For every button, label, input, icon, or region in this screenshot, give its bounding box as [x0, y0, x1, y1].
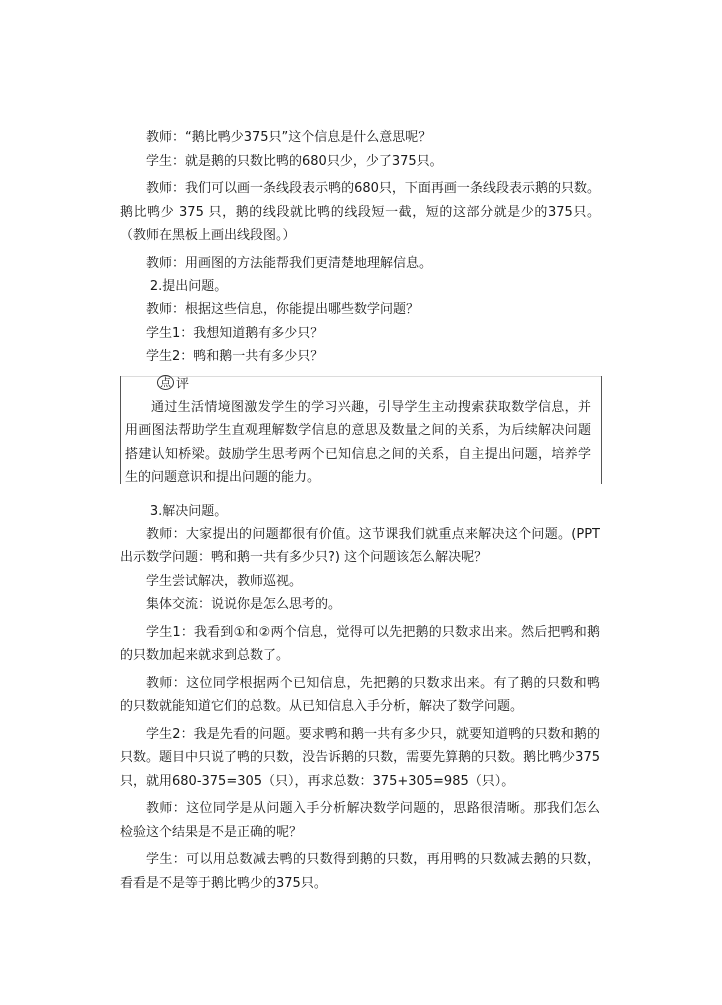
paragraph: 学生2：我是先看的问题。要求鸭和鹅一共有多少只，就要知道鸭的只数和鹅的只数。题目中只说了鸭的只数，没告诉鹅的只数，需要先算鹅的只数。鹅比鸭少375只，就用680-375=305（只），再求总数：375+305=985（只）。 — [120, 726, 600, 789]
comment-box — [120, 376, 602, 484]
comment-label — [157, 373, 189, 392]
paragraph: 学生尝试解决，教师巡视。 — [146, 573, 303, 589]
paragraph: 教师：用画图的方法能帮我们更清楚地理解信息。 — [146, 255, 433, 271]
paragraph: 学生1：我看到①和②两个信息，觉得可以先把鹅的只数求出来。然后把鸭和鹅的只数加起来就求到总数了。 — [120, 624, 600, 663]
lesson-document — [120, 126, 600, 895]
section-heading: 2.提出问题。 — [149, 279, 228, 294]
paragraph: 学生1：我想知道鹅有多少只？ — [146, 325, 324, 341]
section-heading: 3.解决问题。 — [149, 503, 228, 519]
paragraph: 集体交流：说说你是怎么思考的。 — [146, 597, 342, 612]
paragraph: 学生2：鸭和鹅一共有多少只？ — [146, 349, 324, 364]
paragraph: 学生：可以用总数减去鸭的只数得到鹅的只数，再用鸭的只数减去鹅的只数，看看是不是等于鹅比鸭少的375只。 — [120, 852, 600, 891]
comment-icon: 点 — [157, 375, 174, 390]
comment-label-text: 评 — [176, 376, 190, 392]
paragraph: 教师：大家提出的问题都很有价值。这节课我们就重点来解决这个问题。(PPT 出示数学问题：鸭和鹅一共有多少只?) 这个问题该怎么解决呢？ — [120, 526, 600, 565]
paragraph: 教师：“鹅比鸭少375只”这个信息是什么意思呢？ — [146, 130, 432, 145]
paragraph: 学生：就是鹅的只数比鸭的680只少，少了375只。 — [146, 153, 443, 169]
paragraph: 教师：根据这些信息，你能提出哪些数学问题？ — [146, 302, 420, 317]
paragraph: 教师：这位同学是从问题入手分析解决数学问题的，思路很清晰。那我们怎么检验这个结果是不是正确的呢？ — [120, 801, 600, 840]
paragraph: 教师：这位同学根据两个已知信息，先把鹅的只数求出来。有了鹅的只数和鸭的只数就能知道它们的总数。从已知信息入手分析，解决了数学问题。 — [120, 675, 600, 714]
paragraph: 教师：我们可以画一条线段表示鸭的680只，下面再画一条线段表示鹅的只数。鹅比鸭少 375 只，鹅的线段就比鸭的线段短一截，短的这部分就是少的375只。（教师在黑板上画出线段图。） — [120, 181, 600, 243]
comment-text: 通过生活情境图激发学生的学习兴趣，引导学生主动搜索获取数学信息，并用画图法帮助学生直观理解数学信息的意思及数量之间的关系，为后续解决问题搭建认知桥梁。鼓励学生思考两个已知信息之间的关系，自主提出问题，培养学生的问题意识和提出问题的能力。 — [125, 399, 591, 485]
